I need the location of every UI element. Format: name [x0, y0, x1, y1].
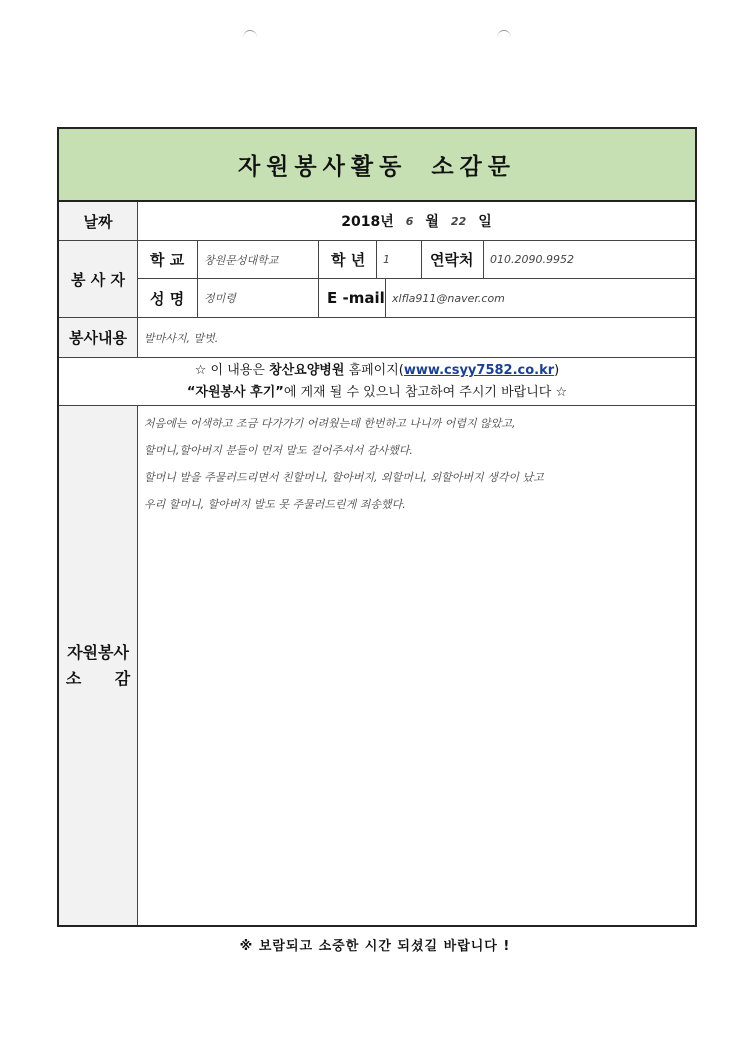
- notice-rest: 에 게재 될 수 있으니 참고하여 주시기 바랍니다 ☆: [283, 385, 568, 400]
- impression-label-line2: 소 감: [65, 668, 131, 688]
- notice: [59, 357, 695, 405]
- content-label: 봉사내용: [59, 317, 137, 357]
- email-label: E -mail: [318, 278, 385, 317]
- review-label: “자원봉사 후기”: [186, 385, 284, 400]
- hospital-name: 창산요양병원: [269, 363, 345, 378]
- punch-mark-left: [243, 30, 257, 45]
- impression-label-line1: 자원봉사: [67, 642, 129, 662]
- grade-value[interactable]: 1: [376, 240, 421, 278]
- date-day-value: 22: [450, 214, 467, 228]
- name-value[interactable]: 정미령: [197, 278, 318, 317]
- school-value[interactable]: 창원문성대학교: [197, 240, 318, 278]
- date-month-unit: 월: [425, 214, 439, 230]
- content-value[interactable]: 발마사지, 말벗.: [137, 317, 695, 357]
- notice-line-1: [59, 360, 695, 382]
- date-day-unit: 일: [478, 214, 492, 230]
- closing-message: ※ 보람되고 소중한 시간 되셨길 바랍니다 !: [239, 939, 511, 954]
- homepage-link[interactable]: www.csyy7582.co.kr: [403, 363, 555, 378]
- impression-line: 우리 할머니, 할아버지 발도 못 주물러드린게 죄송했다.: [144, 498, 406, 511]
- grade-label: 학 년: [318, 240, 376, 278]
- volunteer-form: [57, 127, 697, 927]
- punch-mark-right: [497, 30, 511, 45]
- homepage-close: ): [554, 363, 560, 378]
- form-title: 자원봉사활동 소감문: [59, 129, 695, 202]
- contact-value[interactable]: 010.2090.9952: [483, 240, 695, 278]
- impression-line: 할머니 발을 주물러드리면서 친할머니, 할아버지, 외할머니, 외할아버지 생각이 났고: [144, 471, 544, 484]
- name-label: 성 명: [137, 278, 197, 317]
- impression-text[interactable]: [137, 405, 695, 925]
- impression-line: 할머니,할아버지 분들이 먼저 말도 걸어주셔서 감사했다.: [144, 444, 413, 457]
- date-field[interactable]: [137, 202, 695, 240]
- date-month-value: 6: [405, 214, 414, 228]
- volunteer-label: 봉 사 자: [59, 240, 137, 317]
- impression-label: [59, 405, 137, 925]
- homepage-label: 홈페이지(: [348, 363, 404, 378]
- email-value[interactable]: xlfla911@naver.com: [385, 278, 695, 317]
- impression-line: 처음에는 어색하고 조금 다가가기 어려웠는데 한번하고 나니까 어렵지 않았고,: [144, 417, 516, 430]
- contact-label: 연락처: [421, 240, 483, 278]
- date-label: 날짜: [59, 202, 137, 240]
- school-label: 학 교: [137, 240, 197, 278]
- notice-prefix: ☆ 이 내용은: [194, 363, 265, 378]
- date-year: 2018년: [341, 214, 394, 230]
- notice-line-2: [59, 382, 695, 404]
